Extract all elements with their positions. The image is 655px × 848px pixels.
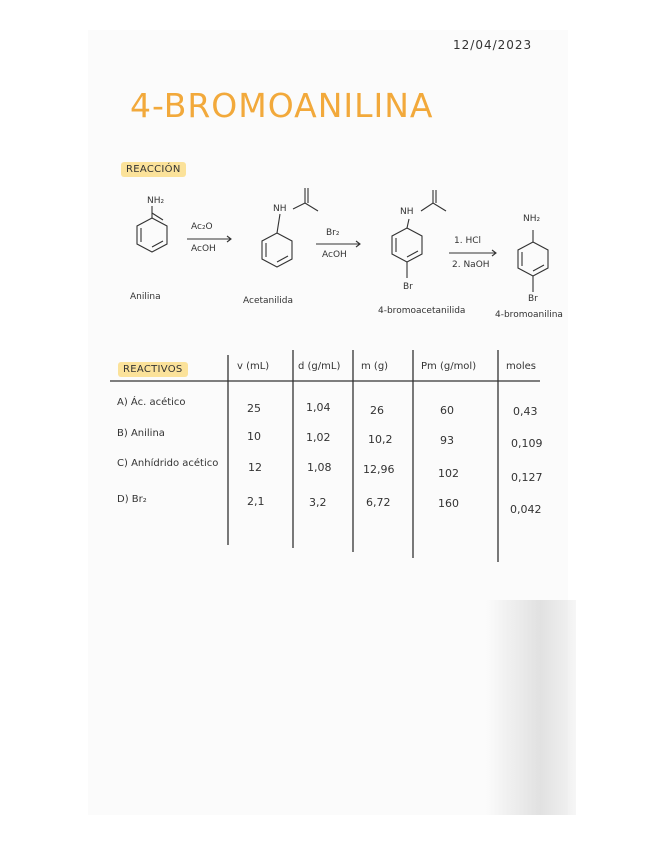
aniline-structure bbox=[137, 206, 167, 252]
bromoaniline-br-label: Br bbox=[528, 294, 538, 304]
reagents-section-label: REACTIVOS bbox=[118, 362, 188, 377]
bromoacetanilide-structure bbox=[392, 190, 446, 278]
acetanilide-name: Acetanilida bbox=[243, 296, 293, 306]
bromoaniline-nh2-label: NH₂ bbox=[523, 214, 541, 224]
bromoacetanilide-name: 4-bromoacetanilida bbox=[378, 306, 466, 316]
step1-reagent-top: Ac₂O bbox=[191, 222, 213, 232]
table-cell: 12,96 bbox=[363, 463, 395, 476]
header-moles: moles bbox=[506, 361, 536, 372]
table-cell: 0,042 bbox=[510, 503, 542, 516]
table-cell: 6,72 bbox=[366, 496, 391, 509]
table-lines bbox=[110, 350, 540, 562]
table-cell: 25 bbox=[247, 402, 261, 415]
header-density: d (g/mL) bbox=[298, 361, 341, 372]
step3-reagent-top: 1. HCl bbox=[454, 236, 481, 246]
table-cell: 1,04 bbox=[306, 401, 331, 414]
bromoaniline-name: 4-bromoanilina bbox=[495, 310, 563, 320]
table-cell: 1,08 bbox=[307, 461, 332, 474]
row-name-acetic-anhydride: C) Anhídrido acético bbox=[117, 458, 219, 469]
bromoacetanilide-br-label: Br bbox=[403, 282, 413, 292]
acetanilide-structure bbox=[262, 188, 318, 267]
table-cell: 26 bbox=[370, 404, 384, 417]
table-cell: 60 bbox=[440, 404, 454, 417]
table-cell: 102 bbox=[438, 467, 459, 480]
header-mass: m (g) bbox=[361, 361, 389, 372]
table-cell: 1,02 bbox=[306, 431, 331, 444]
step2-reagent-top: Br₂ bbox=[326, 228, 340, 238]
table-cell: 12 bbox=[248, 461, 262, 474]
table-cell: 3,2 bbox=[309, 496, 327, 509]
table-cell: 0,43 bbox=[513, 405, 538, 418]
table-cell: 93 bbox=[440, 434, 454, 447]
row-name-bromine: D) Br₂ bbox=[117, 494, 147, 505]
row-name-acetic-acid: A) Ác. acético bbox=[117, 397, 186, 408]
bromoaniline-structure bbox=[518, 230, 548, 292]
table-cell: 2,1 bbox=[247, 495, 265, 508]
table-cell: 0,109 bbox=[511, 437, 543, 450]
table-cell: 10,2 bbox=[368, 433, 393, 446]
reaction-section-label: REACCIÓN bbox=[121, 162, 186, 177]
table-cell: 10 bbox=[247, 430, 261, 443]
date: 12/04/2023 bbox=[453, 38, 533, 52]
header-molar-mass: Pm (g/mol) bbox=[421, 361, 477, 372]
table-cell: 0,127 bbox=[511, 471, 543, 484]
table-cell: 160 bbox=[438, 497, 459, 510]
header-volume: v (mL) bbox=[237, 361, 270, 372]
aniline-name: Anilina bbox=[130, 292, 161, 302]
bromoacetanilide-nh-label: NH bbox=[400, 207, 414, 217]
step2-reagent-bottom: AcOH bbox=[322, 250, 347, 260]
acetanilide-nh-label: NH bbox=[273, 204, 287, 214]
row-name-aniline: B) Anilina bbox=[117, 428, 165, 439]
aniline-nh2-label: NH₂ bbox=[147, 196, 165, 206]
step1-reagent-bottom: AcOH bbox=[191, 244, 216, 254]
step3-reagent-bottom: 2. NaOH bbox=[452, 260, 490, 270]
page-title: 4-BROMOANILINA bbox=[130, 86, 434, 125]
